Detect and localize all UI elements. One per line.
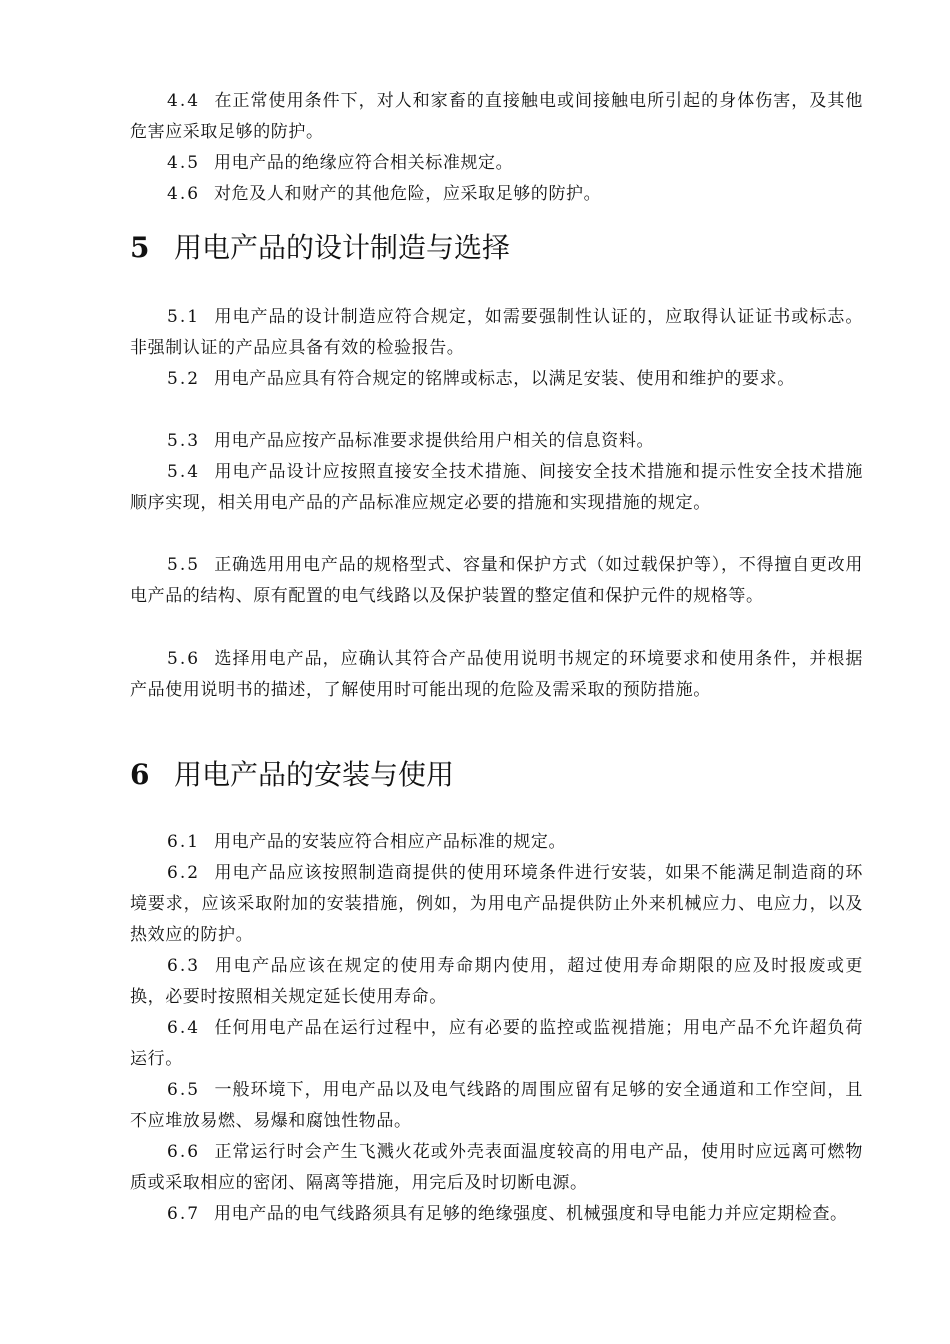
clause-text: 用电产品应该在规定的使用寿命期内使用，超过使用寿命期限的应及时报废或更换，必要时按照相关规定延长使用寿命。 bbox=[130, 956, 863, 1007]
clause-text: 任何用电产品在运行过程中，应有必要的监控或监视措施；用电产品不允许超负荷运行。 bbox=[130, 1018, 863, 1069]
clause-number: 4.5 bbox=[167, 153, 201, 173]
section-5-heading bbox=[130, 230, 510, 266]
clause-5-3 bbox=[130, 426, 863, 457]
clause-6-1 bbox=[130, 827, 863, 858]
clause-number: 6.2 bbox=[167, 863, 201, 883]
clause-5-6 bbox=[130, 644, 863, 706]
clause-number: 5.4 bbox=[167, 462, 201, 482]
section-number: 6 bbox=[130, 758, 150, 791]
clause-5-5 bbox=[130, 550, 863, 612]
clause-text: 正常运行时会产生飞溅火花或外壳表面温度较高的用电产品，使用时应远离可燃物质或采取相应的密闭、隔离等措施，用完后及时切断电源。 bbox=[130, 1142, 863, 1193]
section-number: 5 bbox=[130, 231, 150, 264]
clause-5-1 bbox=[130, 302, 863, 364]
clause-number: 6.4 bbox=[167, 1018, 201, 1038]
clause-6-4 bbox=[130, 1013, 863, 1075]
clause-text: 用电产品的绝缘应符合相关标准规定。 bbox=[214, 153, 514, 173]
clause-text: 用电产品的设计制造应符合规定，如需要强制性认证的，应取得认证证书或标志。非强制认证的产品应具备有效的检验报告。 bbox=[130, 307, 863, 358]
clause-text: 用电产品应按产品标准要求提供给用户相关的信息资料。 bbox=[214, 431, 655, 451]
clause-number: 5.3 bbox=[167, 431, 201, 451]
clause-number: 6.1 bbox=[167, 832, 201, 852]
clause-number: 4.6 bbox=[167, 184, 201, 204]
clause-5-4 bbox=[130, 457, 863, 519]
clause-text: 用电产品应该按照制造商提供的使用环境条件进行安装，如果不能满足制造商的环境要求，应该采取附加的安装措施，例如，为用电产品提供防止外来机械应力、电应力，以及热效应的防护。 bbox=[130, 863, 863, 945]
section-6-heading bbox=[130, 757, 454, 793]
clause-text: 一般环境下，用电产品以及电气线路的周围应留有足够的安全通道和工作空间，且不应堆放易燃、易爆和腐蚀性物品。 bbox=[130, 1080, 863, 1131]
clause-6-6 bbox=[130, 1137, 863, 1199]
clause-5-2 bbox=[130, 364, 863, 395]
clause-text: 对危及人和财产的其他危险，应采取足够的防护。 bbox=[214, 184, 602, 204]
clause-text: 用电产品应具有符合规定的铭牌或标志，以满足安装、使用和维护的要求。 bbox=[214, 369, 795, 389]
clause-4-4 bbox=[130, 86, 863, 148]
clause-text: 在正常使用条件下，对人和家畜的直接触电或间接触电所引起的身体伤害，及其他危害应采取足够的防护。 bbox=[130, 91, 863, 142]
clause-number: 5.1 bbox=[167, 307, 201, 327]
clause-number: 6.5 bbox=[167, 1080, 201, 1100]
clause-6-7 bbox=[130, 1199, 863, 1230]
clause-text: 用电产品的电气线路须具有足够的绝缘强度、机械强度和导电能力并应定期检查。 bbox=[214, 1204, 848, 1224]
clause-number: 6.6 bbox=[167, 1142, 201, 1162]
clause-number: 4.4 bbox=[167, 91, 201, 111]
section-title: 用电产品的设计制造与选择 bbox=[174, 231, 511, 264]
clause-number: 6.7 bbox=[167, 1204, 201, 1224]
clause-text: 正确选用用电产品的规格型式、容量和保护方式（如过载保护等），不得擅自更改用电产品的结构、原有配置的电气线路以及保护装置的整定值和保护元件的规格等。 bbox=[130, 555, 863, 606]
clause-4-5 bbox=[130, 148, 863, 179]
clause-6-2 bbox=[130, 858, 863, 951]
clause-text: 用电产品的安装应符合相应产品标准的规定。 bbox=[214, 832, 567, 852]
clause-number: 5.2 bbox=[167, 369, 201, 389]
clause-6-3 bbox=[130, 951, 863, 1013]
clause-4-6 bbox=[130, 179, 863, 210]
clause-number: 5.6 bbox=[167, 649, 201, 669]
clause-number: 5.5 bbox=[167, 555, 201, 575]
clause-text: 选择用电产品，应确认其符合产品使用说明书规定的环境要求和使用条件，并根据产品使用说明书的描述，了解使用时可能出现的危险及需采取的预防措施。 bbox=[130, 649, 863, 700]
clause-6-5 bbox=[130, 1075, 863, 1137]
section-title: 用电产品的安装与使用 bbox=[174, 758, 455, 791]
clause-text: 用电产品设计应按照直接安全技术措施、间接安全技术措施和提示性安全技术措施顺序实现，相关用电产品的产品标准应规定必要的措施和实现措施的规定。 bbox=[130, 462, 863, 513]
clause-number: 6.3 bbox=[167, 956, 201, 976]
